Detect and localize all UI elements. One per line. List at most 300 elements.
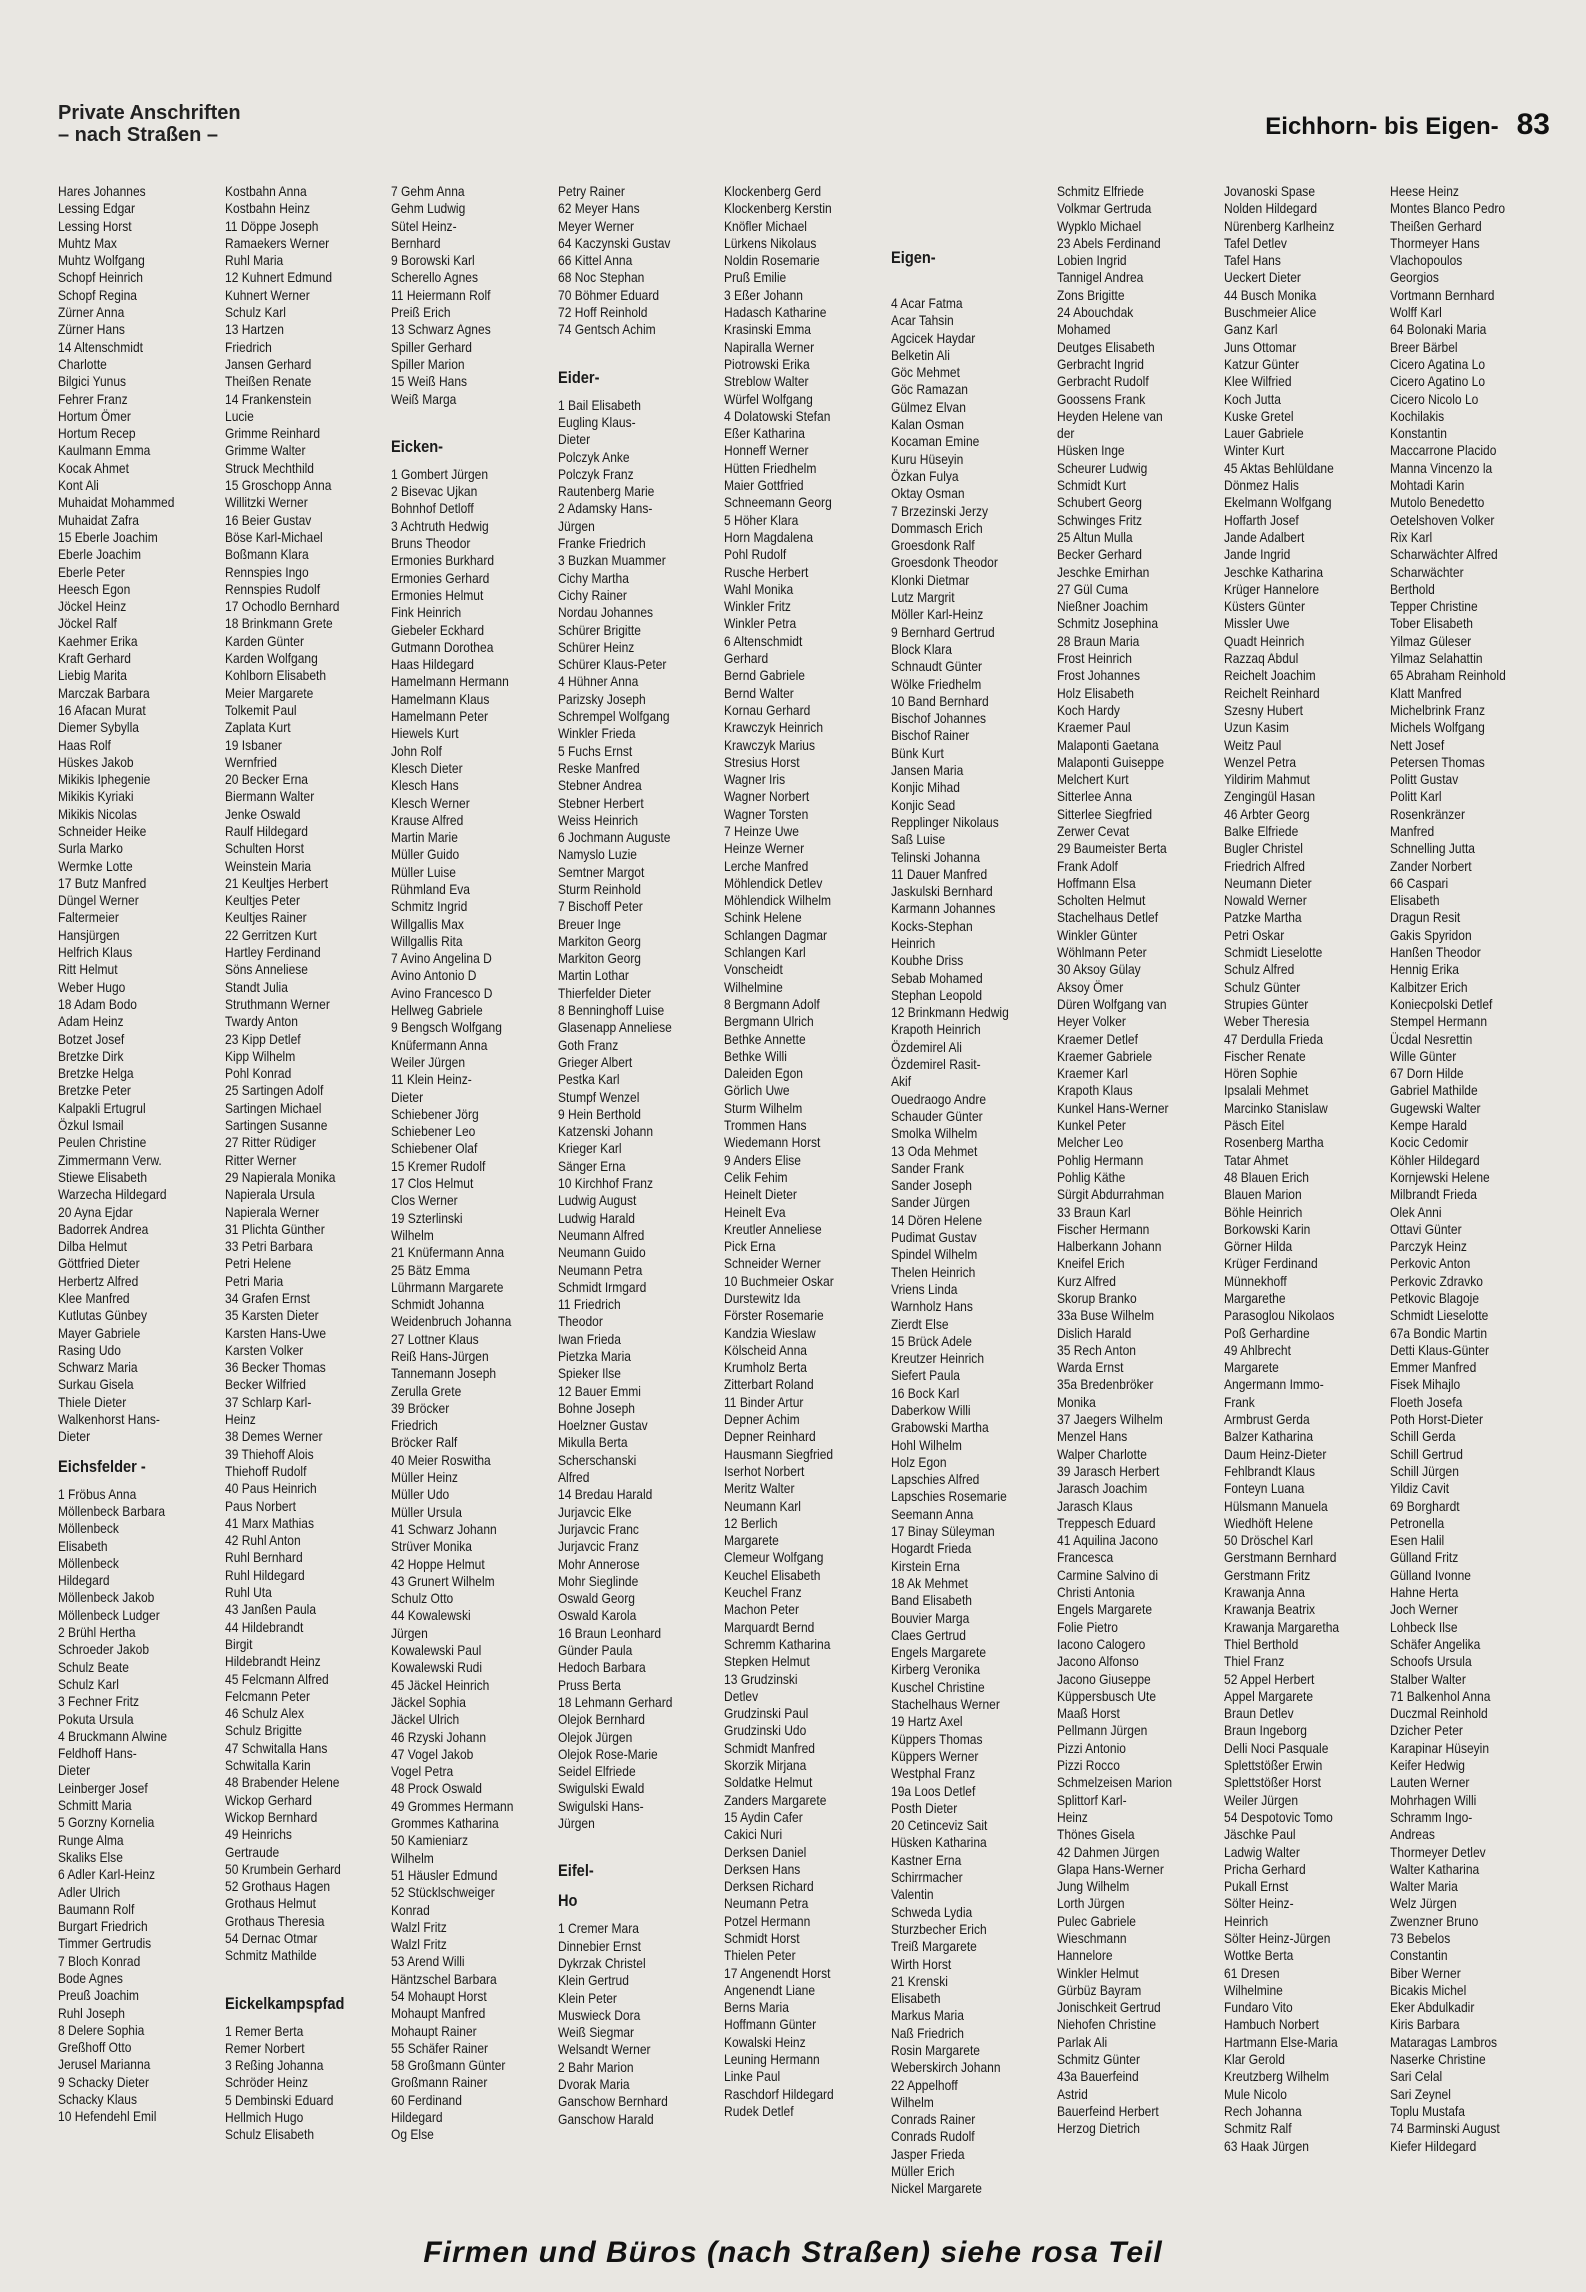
directory-entry: Paus Norbert (224, 1497, 296, 1514)
directory-entry: Belketin Ali (890, 346, 950, 363)
directory-entry: Jansen Gerhard (224, 355, 311, 372)
directory-entry: 15 Aydin Cafer (724, 1808, 803, 1825)
directory-entry: Spiller Gerhard (391, 338, 472, 355)
directory-entry: Pudimat Gustav (890, 1229, 977, 1246)
directory-entry: Winkler Helmut (1057, 1964, 1139, 1981)
directory-entry: Tober Elisabeth (1390, 615, 1474, 632)
directory-entry: Derksen Richard (724, 1878, 814, 1895)
directory-entry: Hoffarth Josef (1223, 511, 1299, 528)
directory-entry: Gülmez Elvan (890, 398, 966, 415)
directory-entry: Keuchel Franz (724, 1584, 802, 1601)
directory-entry: Sitterlee Anna (1057, 788, 1132, 805)
directory-entry: Böhle Heinrich (1223, 1203, 1302, 1220)
directory-entry: Klee Manfred (58, 1290, 130, 1306)
directory-entry: Schill Jürgen (1390, 1462, 1459, 1479)
directory-entry: 21 Knüfermann Anna (391, 1244, 505, 1261)
directory-entry: Lorth Jürgen (1057, 1895, 1125, 1912)
directory-entry: 64 Bolonaki Maria (1390, 321, 1487, 338)
directory-entry: 25 Bätz Emma (391, 1261, 470, 1278)
directory-entry: Spindel Wilhelm (890, 1246, 977, 1263)
directory-entry: Stebner Andrea (557, 777, 642, 794)
directory-entry: Greßhoff Otto (58, 2039, 132, 2056)
directory-entry: Adler Ulrich (58, 1883, 121, 1900)
directory-entry: 52 Stücklschweiger (391, 1884, 495, 1901)
directory-entry: Karsten Hans-Uwe (224, 1324, 326, 1341)
directory-entry: Mikikis Iphegenie (58, 771, 151, 788)
directory-entry: Würfel Wolfgang (724, 390, 813, 407)
directory-entry: Runge Alma (58, 1831, 124, 1848)
directory-entry: Winkler Petra (724, 615, 797, 632)
directory-entry: Schweda Lydia (890, 1903, 972, 1920)
directory-entry: Siefert Paula (890, 1367, 960, 1384)
directory-entry: Zwenzner Bruno (1390, 1912, 1479, 1929)
directory-entry: Breer Bärbel (1390, 338, 1458, 355)
directory-entry: 6 Jochmann Auguste (557, 829, 670, 846)
directory-entry: Ottavi Günter (1390, 1220, 1462, 1237)
directory-entry: Felcmann Peter (224, 1687, 310, 1704)
directory-entry: Heinz (1057, 1808, 1088, 1825)
directory-entry: Bethke Annette (724, 1030, 806, 1047)
directory-entry: 9 Bengsch Wolfgang (391, 1019, 502, 1036)
directory-entry: Kraemer Karl (1057, 1065, 1128, 1082)
directory-entry: 19a Loos Detlef (890, 1782, 975, 1799)
directory-entry: Scherschanski (557, 1451, 636, 1468)
directory-entry: 55 Schäfer Rainer (391, 2039, 489, 2056)
directory-entry: Schulz Karl (58, 1675, 119, 1692)
directory-entry: Linke Paul (724, 2068, 781, 2085)
directory-entry: Kochilakis (1390, 407, 1445, 424)
directory-entry: Jande Ingrid (1223, 546, 1290, 563)
directory-entry: 20 Becker Erna (224, 771, 308, 788)
directory-entry: 7 Heinze Uwe (724, 822, 799, 839)
directory-entry: Möhlendick Detlev (724, 874, 823, 891)
directory-entry: Gerhard (724, 650, 769, 667)
directory-entry: 45 Felcmann Alfred (224, 1670, 329, 1687)
directory-column (225, 183, 383, 2198)
directory-entry: 1 Fröbus Anna (58, 1485, 137, 1502)
directory-entry: Kutlutas Günbey (58, 1307, 148, 1324)
directory-entry: Eberle Joachim (58, 546, 141, 563)
directory-entry: 17 Angenendt Horst (724, 1964, 831, 1981)
directory-entry: Bünk Kurt (890, 744, 944, 761)
directory-entry: Jarasch Klaus (1057, 1497, 1133, 1514)
directory-entry: Walter Katharina (1390, 1860, 1480, 1877)
directory-entry: Wilhelm (890, 2093, 934, 2110)
directory-entry: Kneifel Erich (1057, 1255, 1125, 1272)
directory-entry: Heinze Werner (724, 840, 805, 857)
directory-entry: Scheurer Ludwig (1057, 459, 1148, 476)
directory-entry: 11 Heiermann Rolf (391, 286, 491, 303)
directory-entry: Machon Peter (724, 1601, 799, 1618)
directory-entry: 45 Jäckel Heinrich (391, 1676, 490, 1693)
directory-entry: Rix Karl (1390, 528, 1433, 545)
directory-entry: Depner Achim (724, 1411, 800, 1428)
directory-entry: Nowald Werner (1223, 892, 1307, 909)
directory-entry: Rennspies Rudolf (224, 580, 320, 597)
directory-entry: Margarethe (1223, 1290, 1286, 1306)
directory-entry: Mikikis Nicolas (58, 805, 137, 822)
directory-entry: Eberle Peter (58, 563, 125, 580)
directory-entry: Reichelt Joachim (1223, 667, 1316, 684)
directory-entry: Zengingül Hasan (1223, 788, 1315, 805)
directory-entry: Band Elisabeth (890, 1592, 972, 1609)
directory-entry: Wilhelm (391, 1226, 434, 1243)
directory-entry: Schmidt Irmgard (557, 1278, 646, 1295)
directory-entry: 33 Braun Karl (1057, 1203, 1131, 1220)
directory-entry: Muhtz Max (58, 234, 117, 251)
directory-entry: Zons Brigitte (1057, 286, 1125, 303)
directory-entry: Heyden Helene van (1057, 407, 1163, 424)
directory-entry: Eßer Katharina (724, 425, 805, 442)
directory-entry: Elisabeth (58, 1537, 108, 1554)
directory-entry: Bergmann Ulrich (724, 1013, 814, 1030)
directory-entry: 15 Weiß Hans (391, 373, 468, 390)
directory-entry: Jurjavcic Elke (557, 1503, 632, 1520)
directory-entry: 34 Grafen Ernst (224, 1290, 310, 1306)
directory-entry: 2 Adamsky Hans- (557, 500, 652, 517)
directory-entry: Peulen Christine (58, 1134, 147, 1151)
directory-entry: 10 Band Bernhard (890, 692, 989, 709)
directory-entry: Skorzik Mirjana (724, 1757, 807, 1774)
directory-entry: Kuru Hüseyin (890, 450, 963, 467)
directory-entry: Koubhe Driss (890, 952, 963, 969)
directory-entry: Iacono Calogero (1057, 1635, 1146, 1652)
directory-entry: Schmidt Lieselotte (1223, 944, 1322, 961)
directory-entry: Bugler Christel (1223, 840, 1303, 857)
directory-entry: 20 Ayna Ejdar (58, 1203, 133, 1220)
directory-entry: Eugling Klaus- (557, 413, 636, 430)
directory-entry: Hoelzner Gustav (557, 1417, 648, 1434)
spacer (558, 339, 716, 357)
directory-entry: Manna Vincenzo la (1390, 459, 1493, 476)
directory-entry: Margarete (1223, 1359, 1279, 1376)
directory-entry: Schacky Klaus (58, 2091, 137, 2108)
directory-entry: Lessing Edgar (58, 200, 135, 217)
directory-entry: Knüfermann Anna (391, 1036, 488, 1053)
directory-entry: Häntzschel Barbara (391, 1970, 497, 1987)
directory-entry: Conrads Rainer (890, 2111, 975, 2128)
directory-entry: Politt Karl (1390, 788, 1442, 805)
directory-entry: Konjic Mihad (890, 779, 960, 796)
directory-entry: Kohlborn Elisabeth (224, 667, 326, 684)
directory-entry: Vlachopoulos (1390, 252, 1463, 269)
directory-entry: Pestka Karl (557, 1071, 620, 1088)
directory-entry: Goth Franz (557, 1036, 618, 1053)
directory-entry: 16 Beier Gustav (224, 511, 311, 528)
directory-entry: Schopf Heinrich (58, 269, 143, 286)
directory-entry: Karden Wolfgang (224, 650, 318, 667)
directory-entry: Becker Gerhard (1057, 546, 1142, 563)
directory-entry: 11 Klein Heinz- (391, 1071, 472, 1088)
directory-entry: Swigulski Hans- (557, 1797, 644, 1814)
directory-entry: Kraemer Detlef (1057, 1030, 1138, 1047)
directory-entry: Ludwig August (557, 1192, 636, 1209)
directory-entry: Sänger Erna (557, 1157, 626, 1174)
directory-entry: Scherello Agnes (391, 269, 479, 286)
directory-entry: Thierfelder Dieter (557, 984, 651, 1001)
directory-entry: Martin Lothar (557, 967, 629, 984)
directory-column (391, 183, 549, 2198)
directory-entry: Pohlig Hermann (1057, 1151, 1144, 1168)
directory-entry: Frank (1223, 1393, 1255, 1410)
directory-entry: Meier Margarete (224, 684, 313, 701)
directory-entry: Zitterbart Roland (724, 1376, 814, 1393)
directory-entry: Sartingen Michael (224, 1099, 321, 1116)
directory-entry: Wermke Lotte (58, 857, 133, 874)
directory-entry: Esen Halil (1390, 1532, 1445, 1549)
directory-entry: Göttfried Dieter (58, 1255, 140, 1272)
directory-entry: Hellweg Gabriele (391, 1002, 483, 1019)
directory-entry: Zerwer Cevat (1057, 822, 1130, 839)
directory-entry: Detti Klaus-Günter (1390, 1341, 1490, 1358)
directory-entry: 3 Eßer Johann (724, 286, 803, 303)
directory-entry: Telinski Johanna (890, 848, 980, 865)
directory-entry: Michelbrink Franz (1390, 701, 1486, 718)
directory-entry: Hütten Friedhelm (724, 459, 817, 476)
directory-entry: Sebab Mohamed (890, 969, 983, 986)
directory-entry: 23 Kipp Detlef (224, 1030, 301, 1047)
directory-entry: 19 Isbaner (224, 736, 282, 753)
directory-entry: Özkul Ismail (58, 1117, 124, 1134)
directory-entry: Wieschmann (1057, 1929, 1127, 1946)
directory-entry: Gürbüz Bayram (1057, 1981, 1142, 1998)
directory-entry: Scholten Helmut (1057, 892, 1146, 909)
directory-entry: Cichy Rainer (557, 586, 627, 603)
directory-entry: 58 Großmann Günter (391, 2057, 506, 2074)
directory-entry: Christi Antonia (1057, 1584, 1135, 1601)
directory-entry: Hamelmann Klaus (391, 690, 490, 707)
directory-entry: 46 Arbter Georg (1223, 805, 1310, 822)
directory-entry: Pick Erna (724, 1238, 776, 1255)
directory-entry: 13 Grudzinski (724, 1670, 798, 1687)
spacer (891, 201, 1049, 219)
directory-entry: Willgallis Max (391, 915, 464, 932)
directory-entry: Cicero Agatino Lo (1390, 373, 1486, 390)
directory-entry: 71 Balkenhol Anna (1390, 1687, 1491, 1704)
directory-entry: 14 Altenschmidt (58, 338, 144, 355)
directory-entry: Ermonies Burkhard (391, 552, 495, 569)
directory-entry: Weiler Jürgen (1223, 1791, 1298, 1808)
directory-entry: 63 Haak Jürgen (1223, 2137, 1309, 2154)
directory-entry: 1 Bail Elisabeth (557, 396, 641, 413)
directory-entry: Karmann Johannes (890, 900, 995, 917)
directory-entry: Kölscheid Anna (724, 1341, 808, 1358)
directory-entry: Gakis Spyridon (1390, 926, 1472, 943)
directory-entry: Wiedemann Horst (724, 1134, 821, 1151)
directory-entry: Krüger Hannelore (1223, 580, 1319, 597)
directory-entry: Neumann Alfred (557, 1226, 644, 1243)
directory-entry: 8 Bergmann Adolf (724, 995, 820, 1012)
directory-entry: Wilhelm (391, 1849, 434, 1866)
directory-entry: 15 Kremer Rudolf (391, 1157, 486, 1174)
directory-entry: Klesch Hans (391, 777, 459, 794)
directory-entry: Marquardt Bernd (724, 1618, 815, 1635)
directory-entry: Schoofs Ursula (1390, 1653, 1472, 1670)
directory-entry: Krawanja Anna (1223, 1584, 1305, 1601)
directory-entry: Jung Wilhelm (1057, 1878, 1130, 1895)
directory-entry: Bretzke Dirk (58, 1047, 124, 1064)
directory-entry: Kastner Erna (890, 1851, 961, 1868)
directory-entry: Zürner Anna (58, 304, 125, 321)
directory-entry: Schramm Ingo- (1390, 1808, 1473, 1825)
directory-entry: Jacono Giuseppe (1057, 1670, 1151, 1687)
directory-entry: Petkovic Blagoje (1390, 1290, 1480, 1306)
directory-entry: 74 Gentsch Achim (557, 321, 656, 338)
directory-entry: Jansen Maria (890, 762, 963, 779)
directory-entry: Schroeder Jakob (58, 1641, 150, 1658)
directory-entry: Delli Noci Pasquale (1223, 1739, 1328, 1756)
directory-entry: Kocaman Emine (890, 433, 979, 450)
directory-column (724, 183, 882, 2198)
directory-entry: Klesch Werner (391, 794, 470, 811)
directory-entry: 37 Jaegers Wilhelm (1057, 1411, 1163, 1428)
directory-entry: Liebig Marita (58, 667, 127, 684)
directory-entry: 9 Schacky Dieter (58, 2073, 150, 2090)
directory-entry: 5 Dembinski Eduard (224, 2091, 333, 2108)
directory-entry: Ermonies Gerhard (391, 569, 490, 586)
directory-entry: Bohne Joseph (557, 1399, 635, 1416)
directory-entry: Schink Helene (724, 909, 802, 926)
directory-entry: Schneider Werner (724, 1255, 821, 1272)
directory-entry: Wagner Iris (724, 771, 786, 788)
directory-entry: Glapa Hans-Werner (1057, 1860, 1164, 1877)
directory-entry: Gerstmann Bernhard (1223, 1549, 1336, 1566)
directory-entry: Karden Günter (224, 632, 304, 649)
directory-entry: Melcher Leo (1057, 1134, 1124, 1151)
directory-entry: Heyer Volker (1057, 1013, 1126, 1030)
directory-entry: Jäckel Ulrich (391, 1711, 460, 1728)
directory-entry: Ganz Karl (1223, 321, 1278, 338)
directory-entry: Kraemer Paul (1057, 719, 1131, 736)
directory-entry: 15 Brück Adele (890, 1332, 972, 1349)
directory-entry: 4 Acar Fatma (890, 295, 963, 311)
directory-entry: Skorup Branko (1057, 1290, 1137, 1306)
directory-entry: Möllenbeck (58, 1520, 119, 1537)
directory-entry: Zimmermann Verw. (58, 1151, 162, 1168)
directory-entry: Juns Ottomar (1223, 338, 1296, 355)
directory-entry: Möhlendick Wilhelm (724, 892, 832, 909)
directory-entry: Görlich Uwe (724, 1082, 790, 1099)
directory-entry: Depner Reinhard (724, 1428, 816, 1445)
directory-entry: Pohl Konrad (224, 1065, 291, 1082)
directory-entry: 27 Lottner Klaus (391, 1330, 479, 1347)
directory-entry: Bretzke Helga (58, 1065, 134, 1082)
directory-entry: Fink Heinrich (391, 604, 462, 621)
directory-entry: Smolka Wilhelm (890, 1125, 977, 1142)
directory-entry: Vortmann Bernhard (1390, 286, 1495, 303)
directory-entry: Kuhnert Werner (224, 286, 310, 303)
directory-entry: Acar Tahsin (890, 312, 954, 329)
directory-entry: Pohlig Käthe (1057, 1168, 1126, 1185)
directory-entry: Köhler Hildegard (1390, 1151, 1480, 1168)
directory-entry: Hausmann Siegfried (724, 1445, 834, 1462)
directory-entry: Sturm Reinhold (557, 880, 641, 897)
directory-entry: Dilba Helmut (58, 1238, 127, 1255)
street-range: Eichhorn- bis Eigen- (1265, 113, 1499, 140)
directory-entry: 64 Kaczynski Gustav (557, 234, 670, 251)
directory-entry: 46 Rzyski Johann (391, 1728, 487, 1745)
directory-entry: Schmitz Mathilde (224, 1947, 317, 1964)
directory-entry: 8 Benninghoff Luise (557, 1002, 664, 1019)
directory-entry: Thiehoff Rudolf (224, 1462, 306, 1479)
directory-entry: Jäckel Sophia (391, 1693, 466, 1710)
directory-entry: Gerbracht Rudolf (1057, 373, 1149, 390)
directory-entry: Charlotte (58, 355, 107, 372)
directory-entry: Polczyk Franz (557, 465, 634, 482)
directory-entry: Reichelt Reinhard (1223, 684, 1320, 701)
directory-entry: Potzel Hermann (724, 1912, 811, 1929)
directory-entry: Weinstein Maria (224, 857, 311, 874)
directory-entry: Dieter (58, 1428, 91, 1445)
directory-entry: Hannelore (1057, 1947, 1113, 1964)
directory-entry: Kurz Alfred (1057, 1272, 1116, 1289)
directory-entry: Kirberg Veronika (890, 1661, 980, 1678)
directory-entry: 44 Busch Monika (1223, 286, 1316, 303)
directory-entry: Winkler Fritz (724, 598, 791, 615)
directory-entry: Kunkel Hans-Werner (1057, 1099, 1169, 1116)
directory-entry: Raschdorf Hildegard (724, 2085, 834, 2102)
directory-entry: 11 Binder Artur (724, 1393, 804, 1410)
directory-entry: Keultjes Peter (224, 892, 300, 909)
directory-entry: Weber Hugo (58, 978, 126, 995)
directory-entry: Balzer Katharina (1223, 1428, 1313, 1445)
directory-entry: Münnekhoff (1223, 1272, 1287, 1289)
directory-entry: Jasper Frieda (890, 2145, 965, 2162)
directory-entry: Noldin Rosemarie (724, 252, 820, 269)
directory-entry: Appel Margarete (1223, 1687, 1313, 1704)
directory-entry: Walter Maria (1390, 1878, 1458, 1895)
directory-entry: Preiß Erich (391, 304, 451, 321)
directory-entry: Saß Luise (890, 831, 945, 848)
directory-entry: Grothaus Helmut (224, 1895, 316, 1912)
directory-entry: 16 Afacan Murat (58, 701, 146, 718)
directory-entry: Karapinar Hüseyin (1390, 1739, 1490, 1756)
directory-entry: Mohaupt Manfred (391, 2005, 486, 2022)
directory-entry: Seidel Elfriede (557, 1763, 636, 1780)
directory-entry: Schill Gerda (1390, 1428, 1456, 1445)
directory-entry: Dzicher Peter (1390, 1722, 1463, 1739)
directory-entry: Walzl Fritz (391, 1918, 447, 1935)
directory-entry: Giebeler Eckhard (391, 621, 485, 638)
directory-entry: Engels Margarete (1057, 1601, 1153, 1618)
directory-entry: Splittorf Karl- (1057, 1791, 1127, 1808)
directory-entry: Badorrek Andrea (58, 1220, 149, 1237)
directory-entry: 10 Hefendehl Emil (58, 2108, 157, 2125)
directory-entry: 21 Keultjes Herbert (224, 874, 328, 891)
directory-entry: Kandzia Wieslaw (724, 1324, 816, 1341)
directory-entry: Kreutler Anneliese (724, 1220, 822, 1237)
directory-entry: Schnelling Jutta (1390, 840, 1476, 857)
directory-entry: Michels Wolfgang (1390, 719, 1485, 736)
directory-entry: Valentin (890, 1886, 934, 1903)
directory-entry: Hamelmann Hermann (391, 673, 509, 690)
directory-entry: Schulz Beate (58, 1658, 129, 1675)
directory-entry: Cicero Nicolo Lo (1390, 390, 1479, 407)
directory-entry: Dieter (557, 431, 590, 448)
street-heading: Eickelkampspfad (224, 1994, 344, 2013)
directory-entry: 66 Kittel Anna (557, 252, 632, 269)
directory-entry: Jaskulski Bernhard (890, 883, 993, 900)
directory-entry: Angermann Immo- (1223, 1376, 1324, 1393)
directory-entry: Lohbeck Ilse (1390, 1618, 1458, 1635)
directory-entry: Lapschies Alfred (890, 1471, 979, 1488)
directory-entry: Petry Rainer (557, 183, 625, 199)
directory-entry: 17 Butz Manfred (58, 874, 147, 891)
directory-entry: 18 Brinkmann Grete (224, 615, 333, 632)
directory-entry: 50 Krumbein Gerhard (224, 1860, 341, 1877)
directory-entry: Thiele Dieter (58, 1393, 127, 1410)
directory-entry: Petronella (1390, 1514, 1445, 1531)
